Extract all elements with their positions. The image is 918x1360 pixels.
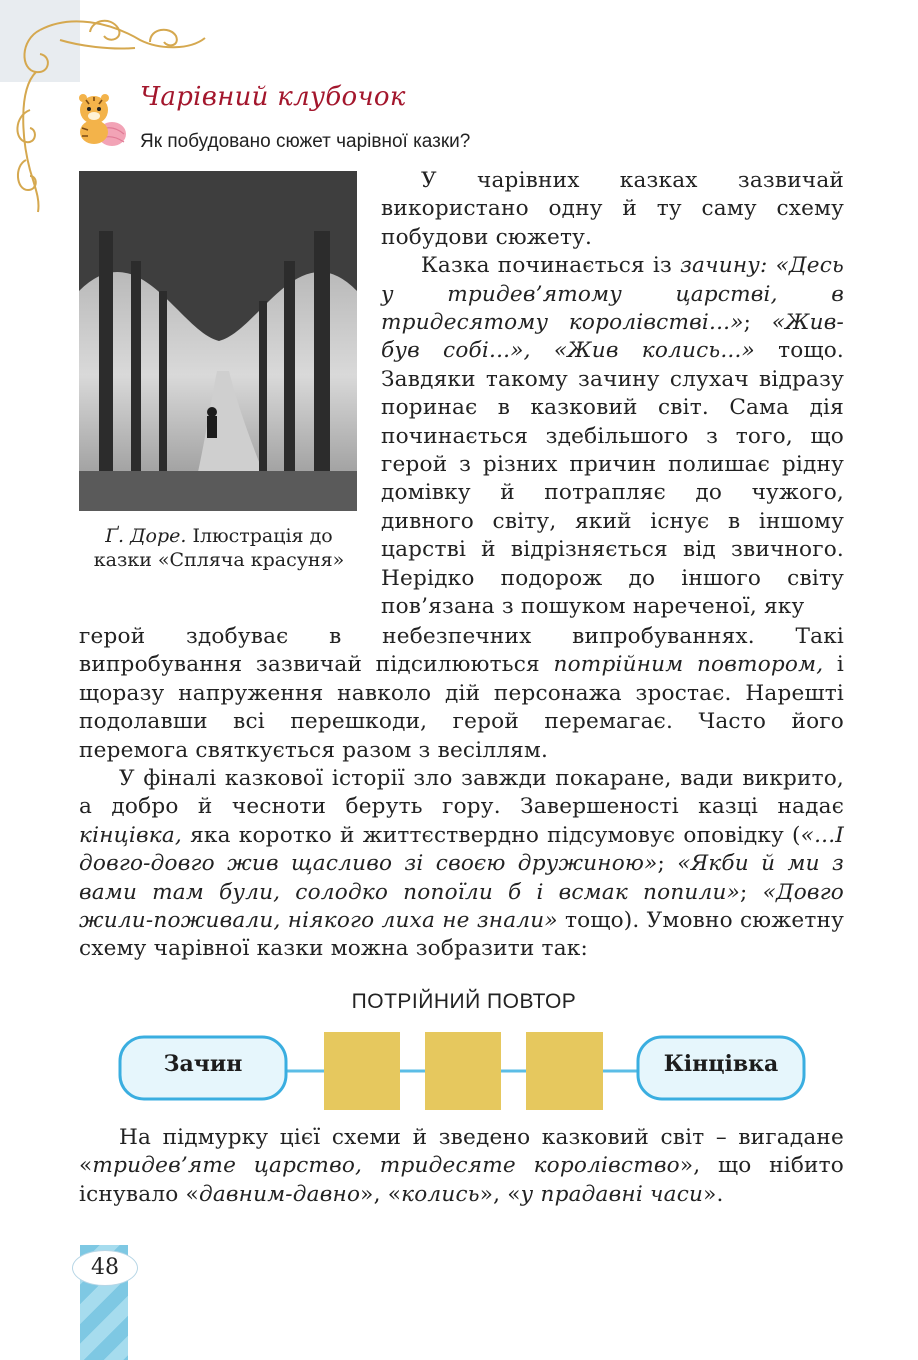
repeat-box-3 xyxy=(526,1032,603,1110)
end-label: Кінцівка xyxy=(663,1051,779,1077)
diagram-title: ПОТРІЙНИЙ ПОВТОР xyxy=(351,990,577,1013)
start-label: Зачин xyxy=(163,1051,243,1077)
plot-diagram xyxy=(0,1030,918,1116)
text-closing xyxy=(79,1124,844,1209)
caption-author: Ґ. Доре. xyxy=(105,525,187,547)
paragraph-2: Казка починається із зачину: «Десь у тридев’ятому царстві, в тридесятому королівстві...»; «Жив-був собі...», «Жив колись...» тощо. Завдяки такому зачину слухач відразу поринає в казковий світ. Сама дія починається здебільшого з того, що герой з різних причин полишає рідну домівку й потрапляє до чужого, дивного світу, який існує в іншому царстві й відрізняється від звичного. Нерідко подорож до іншого світу пов’язана з пошуком нареченої, яку xyxy=(381,253,844,620)
paragraph-1: У чарівних казках зазвичай використано одну й ту саму схему побудови сюжету. xyxy=(381,168,844,250)
caption-text: Ілюстрація до казки «Спляча красуня» xyxy=(93,525,345,571)
paragraph-5: На підмурку цієї схеми й зведено казковий світ – вигадане «тридев’яте царство, тридесяте королівство», що нібито існувало «давним-давно», «колись», «у прадавні часи». xyxy=(79,1125,844,1207)
paragraph-3: герой здобуває в небезпечних випробуваннях. Такі випробування зазвичай підсилюються потрійним повтором, і щоразу напруження навколо дій персонажа зростає. Нарешті подолавши всі перешкоди, герой перемагає. Часто його перемога святкується разом з весіллям. xyxy=(79,624,845,763)
forest-engraving-icon xyxy=(79,171,357,511)
text-full-width xyxy=(79,623,844,964)
illustration-image xyxy=(79,171,357,511)
illustration-caption xyxy=(80,524,358,572)
section-title: Чарівний клубочок xyxy=(140,82,406,112)
paragraph-4: У фіналі казкової історії зло завжди покаране, вади викрито, а добро й чесноти беруть гору. Завершеності казці надає кінцівка, яка коротко й життєствердно підсумовує оповідку («...І довго-довго жив щасливо зі своєю дружиною»; «Якби й ми з вами там були, солодко попоїли б і всмак попили»; «Довго жили-поживали, ніякого лиха не знали» тощо). Умовно сюжетну схему чарівної казки можна зобразити так: xyxy=(79,766,845,962)
repeat-box-1 xyxy=(324,1032,400,1110)
page-number: 48 xyxy=(72,1250,138,1286)
repeat-box-2 xyxy=(425,1032,501,1110)
text-column xyxy=(381,167,844,622)
section-question: Як побудовано сюжет чарівної казки? xyxy=(140,131,471,152)
tiger-mascot-icon xyxy=(70,88,136,152)
